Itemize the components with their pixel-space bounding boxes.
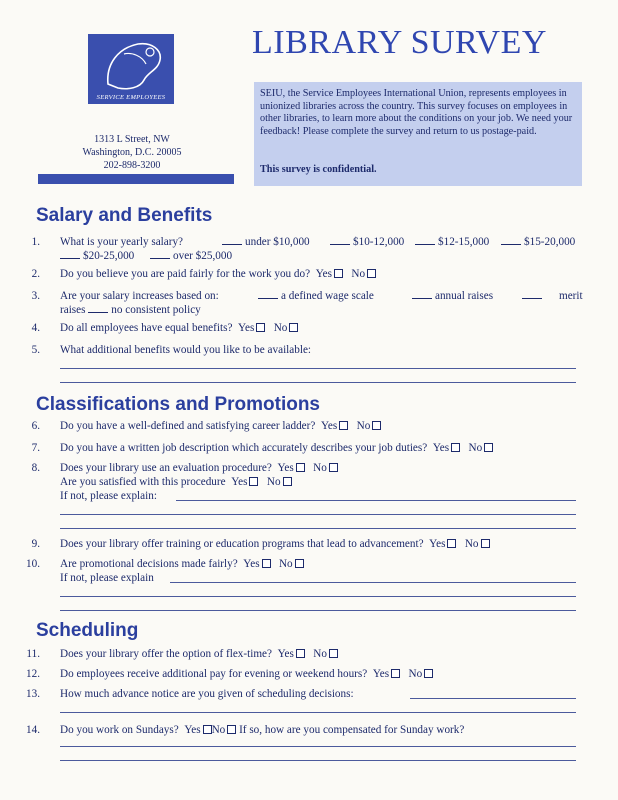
answer-line[interactable] bbox=[60, 760, 576, 761]
answer-line[interactable] bbox=[60, 514, 576, 515]
section-scheduling-title: Scheduling bbox=[36, 620, 139, 641]
blank-line[interactable] bbox=[60, 258, 80, 259]
no-checkbox[interactable] bbox=[283, 477, 292, 486]
phone-number: 202-898-3200 bbox=[103, 160, 161, 171]
blank-line[interactable] bbox=[522, 298, 542, 299]
blank-line[interactable] bbox=[330, 244, 350, 245]
blue-bar bbox=[38, 174, 234, 184]
yes-checkbox[interactable] bbox=[296, 649, 305, 658]
blank-line[interactable] bbox=[501, 244, 521, 245]
blank-line[interactable] bbox=[222, 244, 242, 245]
blank-line[interactable] bbox=[415, 244, 435, 245]
answer-line[interactable] bbox=[60, 596, 576, 597]
yes-checkbox[interactable] bbox=[334, 269, 343, 278]
yes-checkbox[interactable] bbox=[447, 539, 456, 548]
blank-line[interactable] bbox=[88, 312, 108, 313]
yes-checkbox[interactable] bbox=[256, 323, 265, 332]
yes-checkbox[interactable] bbox=[249, 477, 258, 486]
confidential-note: This survey is confidential. bbox=[260, 164, 377, 175]
no-checkbox[interactable] bbox=[289, 323, 298, 332]
section-classifications-title: Classifications and Promotions bbox=[36, 394, 320, 415]
answer-line[interactable] bbox=[410, 698, 576, 699]
answer-line[interactable] bbox=[60, 712, 576, 713]
address-line2: Washington, D.C. 20005 bbox=[82, 147, 182, 158]
yes-checkbox[interactable] bbox=[296, 463, 305, 472]
no-checkbox[interactable] bbox=[329, 463, 338, 472]
address-line1: 1313 L Street, NW bbox=[94, 134, 170, 145]
intro-box bbox=[254, 82, 582, 186]
yes-checkbox[interactable] bbox=[451, 443, 460, 452]
no-checkbox[interactable] bbox=[329, 649, 338, 658]
answer-line[interactable] bbox=[60, 528, 576, 529]
no-checkbox[interactable] bbox=[295, 559, 304, 568]
logo-label: SERVICE EMPLOYEES bbox=[96, 94, 166, 101]
section-salary-title: Salary and Benefits bbox=[36, 205, 213, 226]
blank-line[interactable] bbox=[258, 298, 278, 299]
page-title: LIBRARY SURVEY bbox=[252, 24, 547, 61]
intro-text: SEIU, the Service Employees International Union, represents employees in unionized libraries across the country. This survey focuses on employees in other libraries, to learn more about the conditions on your job. We need your feedback! Please complete the survey and return to us postage-paid. bbox=[260, 88, 573, 137]
yes-checkbox[interactable] bbox=[339, 421, 348, 430]
answer-line[interactable] bbox=[60, 368, 576, 369]
answer-line[interactable] bbox=[176, 500, 576, 501]
yes-checkbox[interactable] bbox=[203, 725, 212, 734]
answer-line[interactable] bbox=[60, 746, 576, 747]
answer-line[interactable] bbox=[60, 382, 576, 383]
answer-line[interactable] bbox=[170, 582, 576, 583]
no-checkbox[interactable] bbox=[484, 443, 493, 452]
no-checkbox[interactable] bbox=[372, 421, 381, 430]
no-checkbox[interactable] bbox=[424, 669, 433, 678]
blank-line[interactable] bbox=[412, 298, 432, 299]
no-checkbox[interactable] bbox=[227, 725, 236, 734]
no-checkbox[interactable] bbox=[481, 539, 490, 548]
yes-checkbox[interactable] bbox=[391, 669, 400, 678]
answer-line[interactable] bbox=[60, 610, 576, 611]
yes-checkbox[interactable] bbox=[262, 559, 271, 568]
no-checkbox[interactable] bbox=[367, 269, 376, 278]
blank-line[interactable] bbox=[150, 258, 170, 259]
